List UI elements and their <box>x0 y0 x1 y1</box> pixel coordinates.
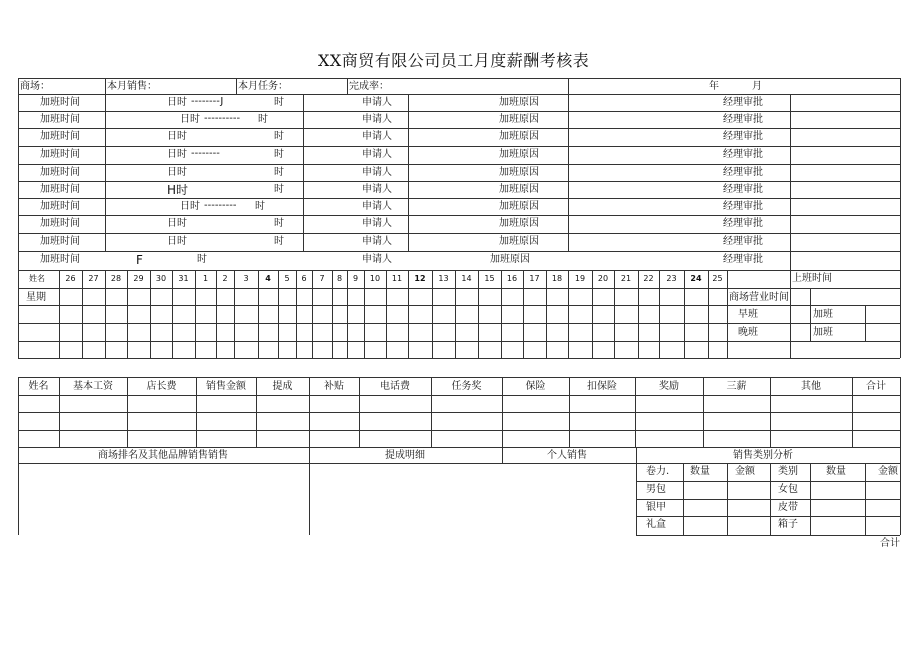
grid-line <box>18 430 900 431</box>
salary-header: 保险 <box>525 381 546 392</box>
grid-line <box>810 288 811 341</box>
applicant-label: 申请人 <box>362 131 392 142</box>
reason-label: 加班原因 <box>499 218 539 229</box>
salary-header: 电话费 <box>380 381 410 392</box>
grid-line <box>636 516 900 517</box>
overtime-hour: 时 <box>255 201 265 212</box>
overtime-day: F <box>136 253 143 267</box>
day-number: 25 <box>712 274 723 283</box>
applicant-label: 申请人 <box>362 97 392 108</box>
grid-line <box>770 463 771 535</box>
category-item: 皮带 <box>778 502 798 513</box>
page-title: XX商贸有限公司员工月度薪酬考核表 <box>318 51 590 70</box>
overtime-time-label: 加班时间 <box>40 97 80 108</box>
grid-line <box>18 215 900 216</box>
category-item: 男包 <box>646 484 666 495</box>
approval-label: 经理审批 <box>723 131 763 142</box>
day-number: 20 <box>597 274 609 283</box>
grid-line <box>105 94 106 251</box>
grid-line <box>636 447 637 535</box>
day-number: 7 <box>319 274 325 283</box>
reason-label: 加班原因 <box>499 236 539 247</box>
overtime-hour: 时 <box>258 114 268 125</box>
approval-label: 经理审批 <box>723 236 763 247</box>
month-label: 月 <box>752 81 762 92</box>
category-item: 礼盒 <box>646 519 666 530</box>
salary-header: 姓名 <box>28 381 49 392</box>
overtime-time-label: 加班时间 <box>40 254 80 265</box>
grid-line <box>900 447 901 535</box>
overtime-time-label: 加班时间 <box>40 131 80 142</box>
overtime-time-label: 加班时间 <box>40 167 80 178</box>
grid-line <box>900 78 901 358</box>
grid-line <box>790 270 791 358</box>
day-number: 12 <box>414 274 426 283</box>
overtime-time-label: 加班时间 <box>40 236 80 247</box>
salary-header: 店长费 <box>146 381 177 392</box>
grid-line <box>18 447 900 448</box>
day-number: 23 <box>666 274 677 283</box>
day-number: 21 <box>620 274 632 283</box>
overtime-day: 日时 <box>167 218 187 229</box>
month-sales-label: 本月销售： <box>107 81 157 92</box>
overtime-hour: 时 <box>197 254 207 265</box>
overtime-time-label: 加班时间 <box>40 184 80 195</box>
category-item: 箱子 <box>778 519 798 530</box>
grid-line <box>865 463 866 535</box>
day-number: 2 <box>222 274 228 283</box>
grid-line <box>790 251 791 270</box>
overtime-hour: 时 <box>274 167 284 178</box>
completion-label: 完成率： <box>349 81 389 92</box>
reason-label: 加班原因 <box>490 254 530 265</box>
day-number: 28 <box>110 274 122 283</box>
category-col-header: 金额 <box>735 466 755 477</box>
salary-header: 销售金额 <box>206 381 246 392</box>
salary-header: 三薪 <box>726 381 747 392</box>
early-overtime-label: 加班 <box>813 309 833 320</box>
overtime-time-label: 加班时间 <box>40 218 80 229</box>
overtime-dash: -------- <box>191 148 220 159</box>
shift-time-header: 上班时间 <box>792 273 832 284</box>
category-col-header: 类别 <box>778 466 798 477</box>
grid-line <box>727 270 728 358</box>
category-col-header: 卷力. <box>646 466 670 477</box>
approval-label: 经理审批 <box>723 218 763 229</box>
grid-line <box>18 412 900 413</box>
day-number: 10 <box>369 274 381 283</box>
grid-line <box>18 377 900 378</box>
grid-line <box>727 463 728 535</box>
day-number: 26 <box>65 274 76 283</box>
category-analysis-header: 销售类别分析 <box>733 450 793 461</box>
grid-line <box>18 94 900 95</box>
salary-header: 合计 <box>866 381 886 392</box>
approval-label: 经理审批 <box>723 201 763 212</box>
overtime-hour: 时 <box>274 131 284 142</box>
overtime-hour: 时 <box>274 97 284 108</box>
overtime-time-label: 加班时间 <box>40 149 80 160</box>
grid-line <box>18 270 19 358</box>
applicant-label: 申请人 <box>362 184 392 195</box>
approval-label: 经理审批 <box>723 254 763 265</box>
day-number: 31 <box>178 274 189 283</box>
grid-line <box>18 146 900 147</box>
grid-line <box>636 463 900 464</box>
overtime-day: 日时 <box>167 149 187 160</box>
approval-label: 经理审批 <box>723 114 763 125</box>
salary-header: 扣保险 <box>587 381 617 392</box>
applicant-label: 申请人 <box>362 167 392 178</box>
category-item: 女包 <box>778 484 798 495</box>
commission-detail-header: 提成明细 <box>385 450 425 461</box>
grid-line <box>636 535 900 536</box>
day-number: 15 <box>484 274 495 283</box>
day-number: 5 <box>284 274 290 283</box>
grid-line <box>900 377 901 447</box>
overtime-dash: ---------- <box>204 113 241 124</box>
overtime-time-label: 加班时间 <box>40 114 80 125</box>
day-number: 4 <box>265 274 271 283</box>
grid-line <box>636 481 900 482</box>
salary-header: 补贴 <box>324 381 344 392</box>
grid-line <box>303 94 304 251</box>
approval-label: 经理审批 <box>723 167 763 178</box>
category-item: 银甲 <box>646 502 666 513</box>
applicant-label: 申请人 <box>362 218 392 229</box>
grid-line <box>236 78 237 94</box>
approval-label: 经理审批 <box>723 149 763 160</box>
grid-line <box>105 78 106 94</box>
day-number: 27 <box>88 274 99 283</box>
grid-line <box>865 305 866 341</box>
category-col-header: 数量 <box>690 466 710 477</box>
approval-label: 经理审批 <box>723 97 763 108</box>
salary-header: 提成 <box>272 381 293 392</box>
grid-line <box>568 94 569 251</box>
day-number: 17 <box>529 274 540 283</box>
weekday-label: 星期 <box>26 292 46 303</box>
grid-line <box>18 111 900 112</box>
grid-line <box>18 78 900 79</box>
ranking-header: 商场排名及其他品牌销售销售 <box>98 450 228 461</box>
mall-hours-label: 商场营业时间 <box>729 292 789 303</box>
grid-line <box>18 251 900 252</box>
reason-label: 加班原因 <box>499 184 539 195</box>
day-number: 16 <box>506 274 518 283</box>
late-overtime-label: 加班 <box>813 327 833 338</box>
day-number: 3 <box>243 274 249 283</box>
total-label: 合计 <box>880 538 900 549</box>
day-number: 22 <box>643 274 654 283</box>
grid-line <box>18 233 900 234</box>
year-label: 年 <box>709 81 719 92</box>
overtime-hour: 时 <box>274 218 284 229</box>
month-target-label: 本月任务： <box>238 81 288 92</box>
grid-line <box>790 94 791 251</box>
day-number: 1 <box>202 274 209 283</box>
personal-sales-header: 个人销售 <box>547 450 587 461</box>
overtime-day: 日时 <box>180 201 200 212</box>
salary-header: 基本工资 <box>73 381 113 392</box>
grid-line <box>683 463 684 535</box>
day-number: 6 <box>301 274 307 283</box>
day-number: 24 <box>690 274 702 283</box>
grid-line <box>18 358 900 359</box>
category-col-header: 金额 <box>878 466 898 477</box>
grid-line <box>347 78 348 94</box>
day-number: 29 <box>133 274 144 283</box>
day-number: 11 <box>391 274 403 283</box>
day-number: 19 <box>574 274 586 283</box>
day-number: 18 <box>551 274 563 283</box>
applicant-label: 申请人 <box>362 201 392 212</box>
reason-label: 加班原因 <box>499 201 539 212</box>
applicant-label: 申请人 <box>362 114 392 125</box>
salary-header: 其他 <box>801 381 821 392</box>
approval-label: 经理审批 <box>723 184 763 195</box>
overtime-hour: 时 <box>274 149 284 160</box>
reason-label: 加班原因 <box>499 131 539 142</box>
overtime-day: 日时 <box>167 97 187 108</box>
overtime-hour: 时 <box>274 236 284 247</box>
grid-line <box>810 463 811 535</box>
day-number: 14 <box>461 274 472 283</box>
early-shift-label: 早班 <box>738 309 758 320</box>
salary-header: 任务奖 <box>451 381 482 392</box>
grid-line <box>18 198 900 199</box>
overtime-day: H时 <box>167 183 189 197</box>
late-shift-label: 晚班 <box>738 327 758 338</box>
overtime-time-label: 加班时间 <box>40 201 80 212</box>
overtime-day: 日时 <box>167 167 187 178</box>
overtime-dash: --------- <box>204 200 237 211</box>
day-number: 8 <box>336 274 343 283</box>
grid-line <box>502 447 503 463</box>
grid-line <box>636 499 900 500</box>
applicant-label: 申请人 <box>362 254 392 265</box>
reason-label: 加班原因 <box>499 97 539 108</box>
grid-line <box>309 447 310 535</box>
overtime-day: 日时 <box>167 236 187 247</box>
reason-label: 加班原因 <box>499 149 539 160</box>
salary-header: 奖励 <box>659 381 679 392</box>
category-col-header: 数量 <box>826 466 846 477</box>
day-number: 13 <box>438 274 449 283</box>
overtime-dash: --------J <box>191 96 224 107</box>
applicant-label: 申请人 <box>362 149 392 160</box>
day-number: 9 <box>352 274 359 283</box>
grid-line <box>18 395 900 396</box>
grid-line <box>18 128 900 129</box>
grid-line <box>18 164 900 165</box>
grid-line <box>408 94 409 251</box>
grid-line <box>568 78 569 94</box>
overtime-hour: 时 <box>274 184 284 195</box>
day-number: 30 <box>155 274 167 283</box>
reason-label: 加班原因 <box>499 167 539 178</box>
reason-label: 加班原因 <box>499 114 539 125</box>
name-header: 姓名 <box>29 274 45 283</box>
overtime-day: 日时 <box>180 114 200 125</box>
grid-line <box>18 181 900 182</box>
mall-label: 商场： <box>20 81 50 92</box>
grid-line <box>18 447 19 535</box>
overtime-day: 日时 <box>167 131 187 142</box>
applicant-label: 申请人 <box>362 236 392 247</box>
